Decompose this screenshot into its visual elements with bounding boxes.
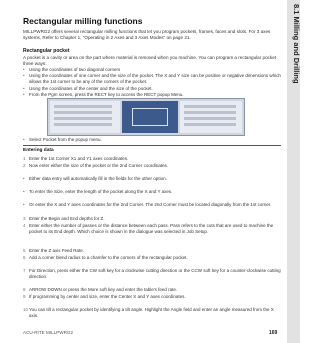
entering-step: 8 ARROW DOWN or press the More soft key and enter the table's feed rate. [23,287,178,292]
chapter-side-tab-label: 8.1 Milling and Drilling [292,4,301,84]
entering-step: 2 Now enter either the size of the pocket or the 2nd Corner coordinates. [23,163,169,168]
entering-step: 9 If programming by center and size, enter the Center X and Y axes coordinates. [23,294,186,299]
entering-step: 6 Add a corner blend radius to a chamfer to the corners of the rectangular pocket. [23,255,188,260]
entering-step: 5 Enter the Z axis Feed Rate. [23,248,85,253]
pocket-description: A pocket is a cavity or area on the part where material is removed when you machine. You can program a rectangular pocket three ways: [23,55,277,67]
entering-step: 1 Enter the 1st Corner X1 and Y1 axes coordinates. [23,156,129,161]
pocket-step: • Using the coordinates of the center and the size of the pocket. [23,86,153,91]
page-footer: ACU-RITE MILLPWRG2 [23,330,74,335]
pocket-step: • Select Pocket from the popup menu. [23,137,102,142]
entering-step: 7 For Direction, press either the CW soft key for a clockwise cutting direction or the CCW soft key for a counter-clockwise cutting direction. [23,268,281,280]
entering-step: • To enter the Size, enter the length of the pocket along the X and Y axes. [23,189,173,194]
pocket-heading: Rectangular pocket [23,48,70,54]
pocket-outline [132,108,168,126]
entering-step: 10 You can tilt a rectangular pocket by identifying a tilt angle. Highlight the Angle field and enter an angle measured from the X axis. [23,307,274,319]
pocket-step: • From the Pgm screen, press the RECT key to access the RECT popup Menu. [23,92,184,97]
page-number: 169 [269,330,278,336]
rect-pocket-screenshot [47,98,245,136]
page-title: Rectangular milling functions [23,16,143,26]
entering-heading: Entering data [23,148,54,153]
entering-step: • Or enter the X and Y axes coordinates for the 2nd Corner. The 2nd Corner must be located diagonally from the 1st corner. [23,202,272,207]
softkey-panel [180,101,242,133]
entering-step: • Either data entry will automatically fill in the fields for the other option. [23,176,167,181]
field-panel [50,101,120,133]
entering-step: 3 Enter the Begin and End depths for Z. [23,216,105,221]
section-divider [23,145,281,146]
entering-step: 4 Enter either the number of passes or the distance between each pass. Pass refers to the cuts that are used to machine the pocket to its End depth. Which choice is shown in the dialogue was selected in Job Setup. [23,223,274,235]
intro-paragraph: MILLPWRG2 offers several rectangular milling functions that let you program pockets, frames, faces and slots. For 3 axes systems, Refer to Chapter 1, "Operating in 2 Axes and 3 Axes Modes" on page 21. [23,29,271,41]
pocket-step: • Using the coordinates of one corner and the size of the pocket. The X and Y size can be positive or negative dimensions which allows the 1st corner to be any of the corners of the pocket. [23,73,281,85]
pocket-step: • Using the coordinates of two diagonal corners [23,67,121,72]
